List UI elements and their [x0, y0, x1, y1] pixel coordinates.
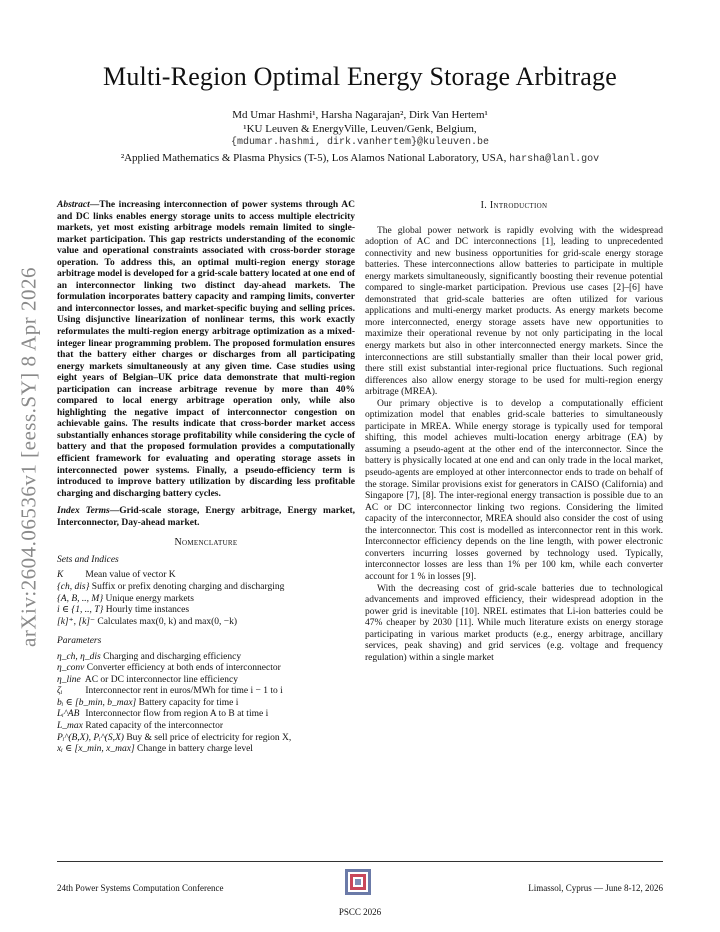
- nomenclature-item: bᵢ ∈ [b_min, b_max] Battery capacity for time i: [57, 697, 239, 708]
- nomenclature-item: {ch, dis} Suffix or prefix denoting charging and discharging: [57, 581, 285, 592]
- footer-location: Limassol, Cyprus — June 8-12, 2026: [528, 883, 663, 893]
- footer-rule: [57, 861, 663, 862]
- sets-heading: Sets and Indices: [57, 554, 119, 565]
- nomenclature-item: ζᵢ Interconnector rent in euros/MWh for time i − 1 to i: [57, 686, 283, 697]
- nomenclature-item: L_max Rated capacity of the interconnector: [57, 720, 224, 731]
- nomenclature-item: Pᵢ^(B,X), Pᵢ^(S,X) Buy & sell price of electricity for region X,: [57, 732, 292, 743]
- nomenclature-item: K̄ Mean value of vector K: [57, 570, 176, 581]
- abstract-label: Abstract: [57, 200, 90, 210]
- nomenclature-item: [k]⁺, [k]⁻ Calculates max(0, k) and max(0, −k): [57, 616, 238, 627]
- pscc-logo-icon: [344, 868, 372, 896]
- index-terms: [57, 506, 355, 529]
- footer-conference: 24th Power Systems Computation Conference: [57, 883, 224, 893]
- right-column: [365, 200, 663, 664]
- email-2: harsha@lanl.gov: [509, 153, 600, 165]
- nomenclature-item: η_ch, η_dis Charging and discharging efficiency: [57, 651, 242, 662]
- nomenclature-item: i ∈ {1, .., T} Hourly time instances: [57, 605, 190, 616]
- intro-paragraph-3: With the decreasing cost of grid-scale batteries due to technological advancements and improved efficiency, their widespread adoption in the power grid is inevitable [10]. NREL estimates that Li-ion batteries could be 47% cheaper by 2030 [11]. While much literature exists on energy storage participating in various market products (e.g., energy arbitrage, ancillary services, peak shaving) and grid services (e.g. voltage and frequency regulation) within a single market: [365, 583, 663, 663]
- author-block: [0, 108, 720, 167]
- abstract: [57, 200, 355, 500]
- index-terms-label: Index Terms: [57, 506, 110, 517]
- index-terms-text: —Grid-scale storage, Energy arbitrage, Energy market, Interconnector, Day-ahead market.: [57, 506, 355, 528]
- arxiv-stamp: arXiv:2604.06536v1 [eess.SY] 8 Apr 2026: [16, 267, 41, 647]
- nomenclature-item: Lᵢ^AB Interconnector flow from region A to B at time i: [57, 709, 269, 720]
- left-column: [57, 200, 355, 756]
- authors-line: Md Umar Hashmi¹, Harsha Nagarajan², Dirk Van Hertem¹: [232, 109, 488, 121]
- paper-title: Multi-Region Optimal Energy Storage Arbitrage: [103, 62, 617, 91]
- emails-1: {mdumar.hashmi, dirk.vanhertem}@kuleuven.be: [230, 137, 490, 149]
- affiliation-2: ²Applied Mathematics & Plasma Physics (T-5), Los Alamos National Laboratory, USA,: [120, 151, 510, 164]
- nomenclature-item: η_line AC or DC interconnector line efficiency: [57, 674, 238, 685]
- parameters-list: [57, 652, 355, 756]
- nomenclature-heading: Nomenclature: [174, 537, 238, 549]
- nomenclature-item: η_conv Converter efficiency at both ends of interconnector: [57, 663, 281, 674]
- footer-pscc: PSCC 2026: [338, 907, 382, 917]
- nomenclature-item: xᵢ ∈ [x_min, x_max] Change in battery charge level: [57, 744, 253, 755]
- sets-list: [57, 570, 355, 628]
- introduction-heading: I. Introduction: [480, 200, 548, 211]
- affiliation-2-line: [0, 151, 720, 167]
- affiliation-1: ¹KU Leuven & EnergyVille, Leuven/Genk, Belgium,: [243, 123, 477, 136]
- intro-paragraph-1: The global power network is rapidly evolving with the widespread adoption of AC and DC interconnections [1], leading to unprecedented connectivity and new business opportunities for grid-scale energy storage batteries. These interconnections allow batteries to participate in multiple energy markets simultaneously, significantly boosting their revenue potential compared to single-market participation. Previous use cases [2]–[6] have demonstrated that grid-scale batteries are often utilized for various applications and multi-energy market products. As energy markets become more interconnected, energy storage assets have new opportunities to maximize their operational revenue by not only participating in the local energy markets but also in other interconnected energy markets. Since the interconnections are still substantially smaller than their local power grid, there still exist substantial inter-regional price fluctuations. Such regional differences also allow energy storage to be used for multi-region energy arbitrage (MREA).: [365, 225, 663, 398]
- intro-paragraph-2: Our primary objective is to develop a computationally efficient optimization model that enables grid-scale batteries to simultaneously participate in MREA. While energy storage is typically used for temporal shifting, this model achieves multi-location energy arbitrage (EA) by assuming a pseudo-agent at the other end of the interconnector. Since the battery is physically located at one end and can only trade in the local market, pseudo-agents are employed at other interconnector ends to trade on behalf of the storage. Similar provisions exist for generators in CAISO (California) and Singapore [7], [8]. The inter-regional energy transaction is possible due to an AC or DC interconnector linking two regions. Considering the limited capacity of the interconnector, MREA should also consider the cost of using the interconnector. This cost is modelled as interconnector rent in this work. Interconnector efficiency depends on the line length, with power electronic converters incurring losses governed by technology used. Typically, interconnector losses are less than 1% per 100 km, while each converter account for 1 % in losses [9].: [365, 398, 663, 582]
- nomenclature-item: {A, B, .., M} Unique energy markets: [57, 593, 194, 604]
- parameters-heading: Parameters: [57, 636, 102, 647]
- abstract-text: —The increasing interconnection of power systems through AC and DC links enables energy storage units to access multiple electricity markets, yet most existing arbitrage models remain limited to single-market participation. This gap restricts understanding of the economic value and operational constraints associated with cross-border storage operation. To address this, an optimal multi-region energy storage arbitrage model is developed for a grid-scale battery located at one end of an interconnector linking two distinct day-ahead markets. The formulation incorporates battery capacity and ramping limits, converter and interconnector losses, and market-specific buying and selling prices. Using disjunctive linearization of nonlinear terms, this work exactly reformulates the multi-region energy arbitrage optimization as a mixed-integer linear programming problem. The proposed formulation ensures that the battery either charges or discharges from all participating energy markets simultaneously at any given time. Case studies using eight years of Belgian–UK price data demonstrate that multi-region participation can increase arbitrage revenue by more than 40% compared to local energy arbitrage operation only, while also highlighting the negative impact of interconnector congestion on achievable gains. The results indicate that cross-border market access substantially enhances storage profitability while considering the cycle of battery and that the proposed formulation provides a computationally efficient framework for evaluating and operating storage assets in interconnected power systems. Finally, a pseudo-efficiency term is introduced to improve battery utilization by discarding less profitable charging and discharging battery cycles.: [57, 200, 355, 499]
